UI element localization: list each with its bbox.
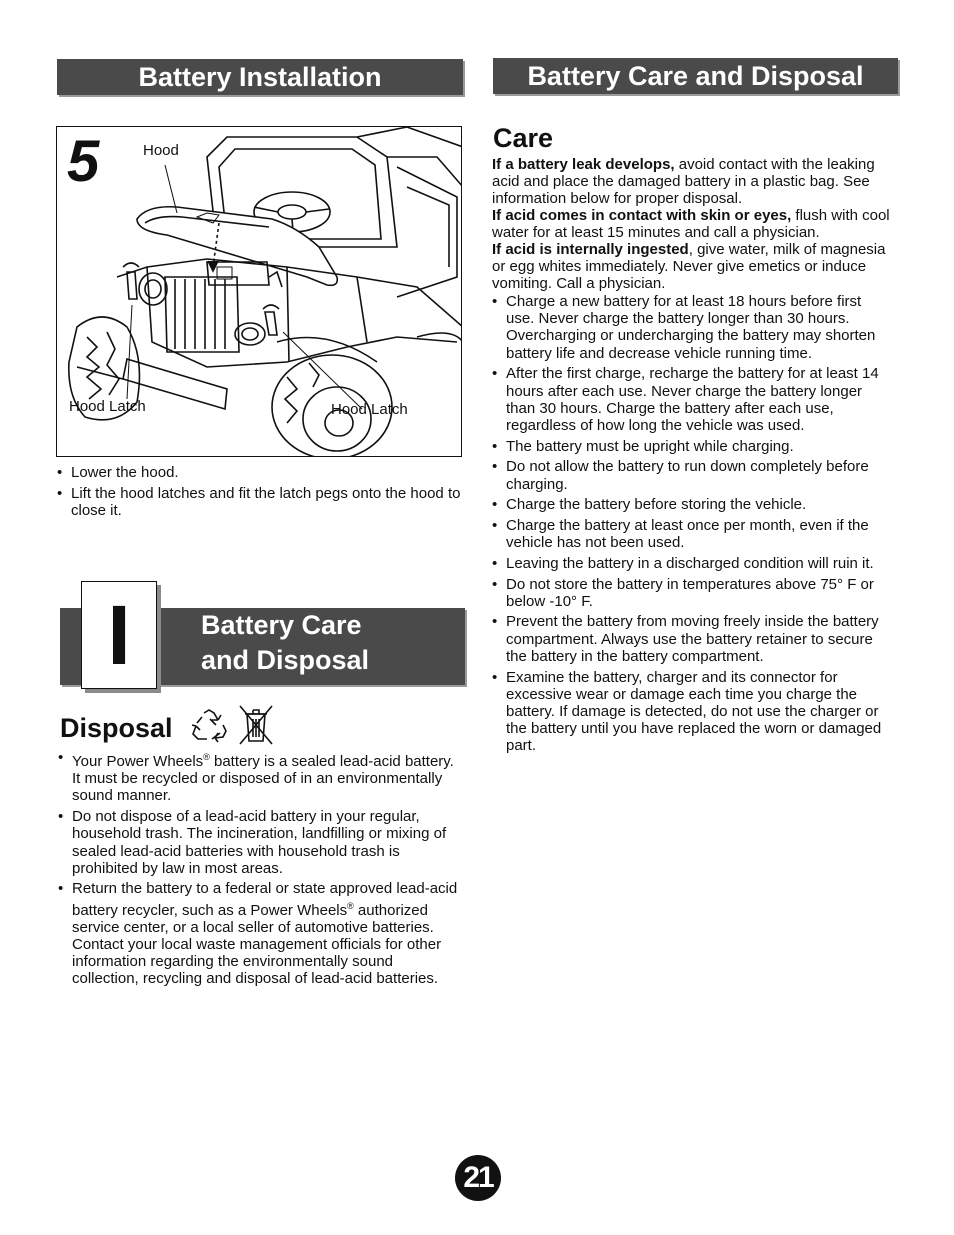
disposal-list <box>58 749 462 991</box>
list-item: • After the first charge, recharge the battery for at least 14 hours after each use. Never charge the battery longer than 30 hours. Charge the battery after each use, regardless of how long the vehicle was used. <box>492 365 892 434</box>
list-item: • Charge a new battery for at least 18 hours before first use. Never charge the battery longer than 30 hours. Overcharging or undercharging the battery may shorten battery life and decrease vehicle running time. <box>492 293 892 362</box>
section-letter-box <box>81 581 157 689</box>
list-item: • The battery must be upright while charging. <box>492 438 892 455</box>
callout-hood-latch-right: Hood Latch <box>331 401 408 418</box>
care-list <box>492 293 892 758</box>
care-warning-leak: If a battery leak develops, avoid contact with the leaking acid and place the damaged battery in a plastic bag. See information below for proper disposal. <box>492 156 875 207</box>
callout-hood: Hood <box>143 142 179 159</box>
care-warning-skin: If acid comes in contact with skin or eyes, flush with cool water for at least 15 minutes and call a physician. <box>492 207 890 241</box>
care-warnings <box>492 156 902 292</box>
list-item: • Return the battery to a federal or state approved lead-acid battery recycler, such as a Power Wheels® authorized service center, or a local seller of automotive batteries. Contact your local waste management officials for other information regarding the environmentally sound collection, recycling and disposal of lead-acid batteries. <box>58 880 462 987</box>
list-item: • Do not store the battery in temperatures above 75° F or below -10° F. <box>492 576 892 610</box>
section-title-line1: Battery Care <box>201 610 362 640</box>
list-item: • Leaving the battery in a discharged condition will ruin it. <box>492 555 892 572</box>
list-item: • Examine the battery, charger and its connector for excessive wear or damage each time you charge the battery. If damage is detected, do not use the charger or the battery until you have replaced the worn or damaged part. <box>492 669 892 755</box>
page-number: 21 <box>455 1155 501 1201</box>
section-header-battery-care-disposal: Battery Care and Disposal <box>493 58 898 94</box>
disposal-heading: Disposal <box>60 713 173 743</box>
callout-hood-latch-left: Hood Latch <box>69 398 146 415</box>
list-item: • Prevent the battery from moving freely inside the battery compartment. Always use the battery retainer to secure the battery in the battery compartment. <box>492 613 892 665</box>
section-title-line2: and Disposal <box>201 645 370 675</box>
step-instructions <box>57 464 462 523</box>
care-heading: Care <box>493 123 554 153</box>
list-item: • Lift the hood latches and fit the latch pegs onto the hood to close it. <box>57 485 462 519</box>
section-header-battery-installation: Battery Installation <box>57 59 463 95</box>
step-number: 5 <box>67 129 100 194</box>
step-illustration <box>56 126 462 457</box>
list-item: • Do not allow the battery to run down completely before charging. <box>492 458 892 492</box>
crossed-out-bin-icon <box>238 704 274 746</box>
recycle-icon <box>190 709 228 743</box>
list-item: • Do not dispose of a lead-acid battery in your regular, household trash. The incineration, landfilling or mixing of sealed lead-acid batteries with household trash is prohibited by law in most areas. <box>58 808 462 877</box>
list-item: • Lower the hood. <box>57 464 462 481</box>
list-item: • Charge the battery at least once per month, even if the vehicle has not been used. <box>492 517 892 551</box>
section-letter: I <box>107 588 131 682</box>
list-item: • Charge the battery before storing the vehicle. <box>492 496 892 513</box>
list-item: • Your Power Wheels® battery is a sealed lead-acid battery. It must be recycled or disposed of in an environmentally sound manner. <box>58 749 462 805</box>
care-warning-ingested: If acid is internally ingested, give water, milk of magnesia or egg whites immediately. Never give emetics or induce vomiting. Call a physician. <box>492 241 886 292</box>
section-title <box>201 608 451 678</box>
